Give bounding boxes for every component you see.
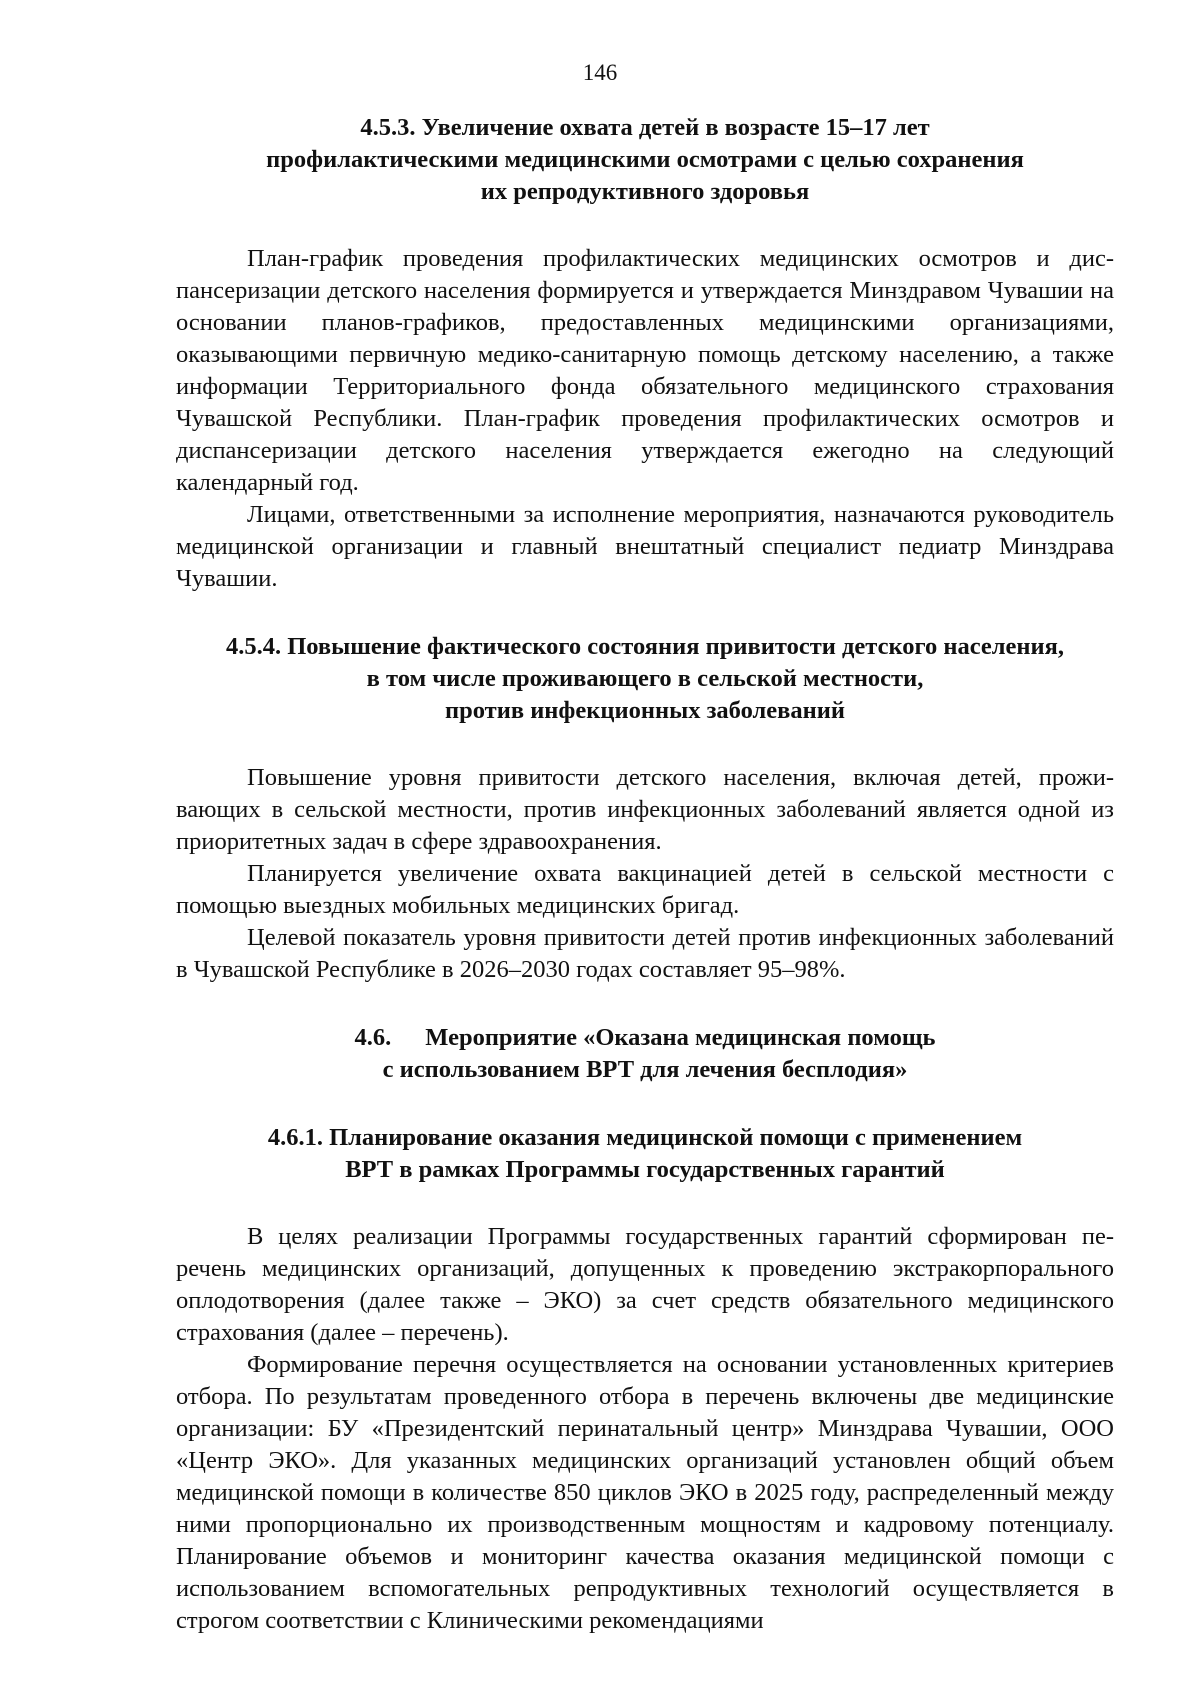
heading-line: против инфекционных заболеваний <box>445 697 845 724</box>
paragraph: Целевой показатель уровня привитости детей против инфекционных заболеваний в Чувашской Республике в 2026–2030 годах составляет 95–98%. <box>176 924 1114 983</box>
section-4-6-1-heading <box>176 1122 1114 1186</box>
heading-line <box>176 1022 1114 1054</box>
section-number: 4.6. <box>354 1024 392 1051</box>
paragraph: Лицами, ответственными за исполнение мероприятия, назначаются руководитель медицинской организации и главный внештатный специалист педиатр Минздрава Чувашии. <box>176 501 1114 592</box>
page-content <box>176 112 1114 1637</box>
paragraph: Повышение уровня привитости детского населения, включая детей, проживающих в сельской местности, против инфекционных заболеваний является одной из приоритетных задач в сфере здравоохранения. <box>176 764 1114 855</box>
heading-line: 4.6.1. Планирование оказания медицинской помощи с применением <box>267 1124 1023 1151</box>
section-4-5-3-heading <box>176 112 1114 208</box>
heading-line: 4.5.3. Увеличение охвата детей в возрасте 15–17 лет <box>360 114 930 141</box>
heading-line: с использованием ВРТ для лечения бесплодия» <box>382 1056 908 1083</box>
paragraph: Формирование перечня осуществляется на основании установленных критериев отбора. По результатам проведенного отбора в перечень включены две медицинские организации: БУ «Президентский перинатальный центр» Минздрава Чувашии, ООО «Центр ЭКО». Для указанных медицинских организаций установлен общий объем медицинской помощи в количестве 850 циклов ЭКО в 2025 году, распределенный между ними пропорционально их производственным мощностям и кадровому потенциалу. Планирование объемов и мониторинг качества оказания медицинской помощи с использованием вспомогательных репродуктивных технологий осуществляется в строгом соответствии с Клиническими рекомендациями <box>176 1351 1114 1634</box>
page-number: 146 <box>582 60 618 85</box>
heading-line: ВРТ в рамках Программы государственных гарантий <box>345 1156 945 1183</box>
heading-line: 4.5.4. Повышение фактического состояния привитости детского населения, <box>225 633 1065 660</box>
heading-line: их репродуктивного здоровья <box>480 178 810 205</box>
section-4-6-heading <box>176 1022 1114 1086</box>
heading-line: в том числе проживающего в сельской местности, <box>366 665 924 692</box>
heading-text: Мероприятие «Оказана медицинская помощь <box>425 1024 936 1051</box>
heading-line: профилактическими медицинскими осмотрами с целью сохранения <box>266 146 1024 173</box>
paragraph: Планируется увеличение охвата вакцинацией детей в сельской местности с помощью выездных мобильных медицинских бригад. <box>176 860 1114 919</box>
paragraph: В целях реализации Программы государственных гарантий сформирован перечень медицинских организаций, допущенных к проведению экстракорпорального оплодотворения (далее также – ЭКО) за счет средств обязательного медицинского страхования (далее – перечень). <box>176 1223 1114 1346</box>
paragraph: План-график проведения профилактических медицинских осмотров и диспансеризации детского населения формируется и утверждается Минздравом Чувашии на основании планов-графиков, предоставленных медицинскими организациями, оказывающими первичную медико-санитарную помощь детскому населению, а также информации Территориального фонда обязательного медицинского страхования Чувашской Республики. План-график проведения профилактических осмотров и диспансеризации детского населения утверждается ежегодно на следующий календарный год. <box>176 245 1114 496</box>
section-4-5-4-heading <box>176 631 1114 727</box>
